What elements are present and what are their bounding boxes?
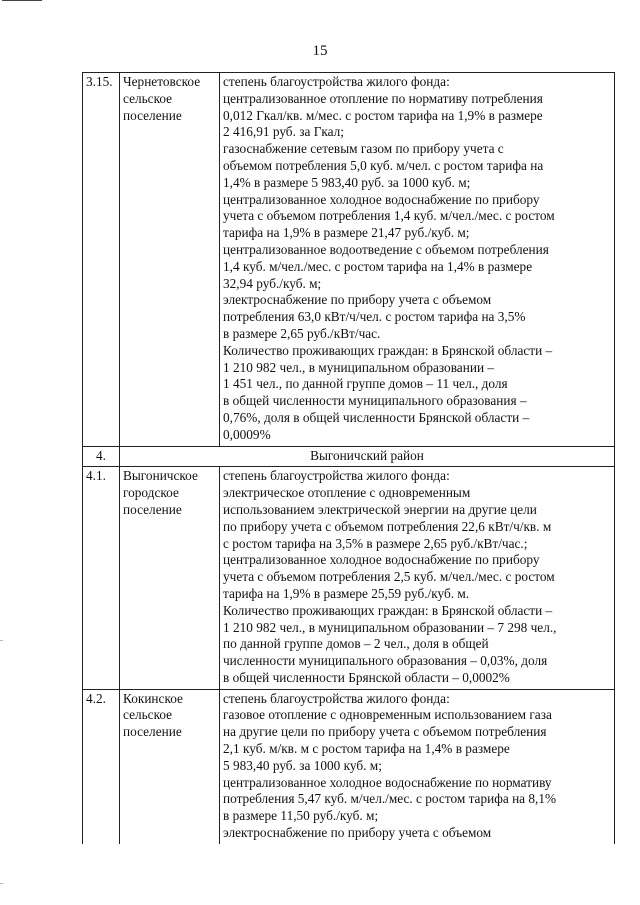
scan-corner-mark [2,0,42,1]
settlement-name: Выгоничское городское поселение [120,467,220,689]
scan-edge-mark [0,883,3,884]
settlement-name: Чернетовское сельское поселение [120,73,220,447]
scan-edge-mark [0,640,3,641]
table-row-3-15 [83,73,615,447]
row-number: 4. [83,446,120,467]
tariff-description: степень благоустройства жилого фонда: газовое отопление с одновременным использованием газа на другие цели по прибору учета с объемом потребления 2,1 куб. м/кв. м с ростом тарифа на 1,4% в размере 5 983,40 руб. за 1000 куб. м; централизованное холодное водоснабжение по нормативу потребления 5,47 куб. м/чел./мес. с ростом тарифа на 8,1% в размере 11,50 руб./куб. м; электроснабжение по прибору учета с объемом [220,689,615,844]
tariff-description: степень благоустройства жилого фонда: централизованное отопление по нормативу потребления 0,012 Гкал/кв. м/мес. с ростом тарифа на 1,9% в размере 2 416,91 руб. за Гкал; газоснабжение сетевым газом по прибору учета с объемом потребления 5,0 куб. м/чел. с ростом тарифа на 1,4% в размере 5 983,40 руб. за 1000 куб. м; централизованное холодное водоснабжение по прибору учета с объемом потребления 1,4 куб. м/чел./мес. с ростом тарифа на 1,9% в размере 21,47 руб./куб. м; централизованное водоотведение с объемом потребления 1,4 куб. м/чел./мес. с ростом тарифа на 1,4% в размере 32,94 руб./куб. м; электроснабжение по прибору учета с объемом потребления 63,0 кВт/ч/чел. с ростом тарифа на 3,5% в размере 2,65 руб./кВт/час. Количество проживающих граждан: в Брянской области – 1 210 982 чел., в муниципальном образовании – 1 451 чел., по данной группе домов – 11 чел., доля в общей численности муниципального образования – 0,76%, доля в общей численности Брянской области – 0,0009% [220,73,615,447]
table-row-4-1 [83,467,615,689]
tariff-table [82,72,615,844]
table-row-district [83,446,615,467]
row-number: 3.15. [83,73,120,447]
settlement-name: Кокинское сельское поселение [120,689,220,844]
page-number: 15 [312,43,328,59]
row-number: 4.2. [83,689,120,844]
district-heading: Выгоничский район [120,446,615,467]
table-row-4-2 [83,689,615,844]
tariff-description: степень благоустройства жилого фонда: электрическое отопление с одновременным использованием электрической энергии на другие цели по прибору учета с объемом потребления 22,6 кВт/ч/кв. м с ростом тарифа на 3,5% в размере 2,65 руб./кВт/час.; централизованное холодное водоснабжение по прибору учета с объемом потребления 2,5 куб. м/чел./мес. с ростом тарифа на 1,9% в размере 25,59 руб./куб. м. Количество проживающих граждан: в Брянской области – 1 210 982 чел., в муниципальном образовании – 7 298 чел., по данной группе домов – 2 чел., доля в общей численности муниципального образования – 0,03%, доля в общей численности Брянской области – 0,0002% [220,467,615,689]
row-number: 4.1. [83,467,120,689]
